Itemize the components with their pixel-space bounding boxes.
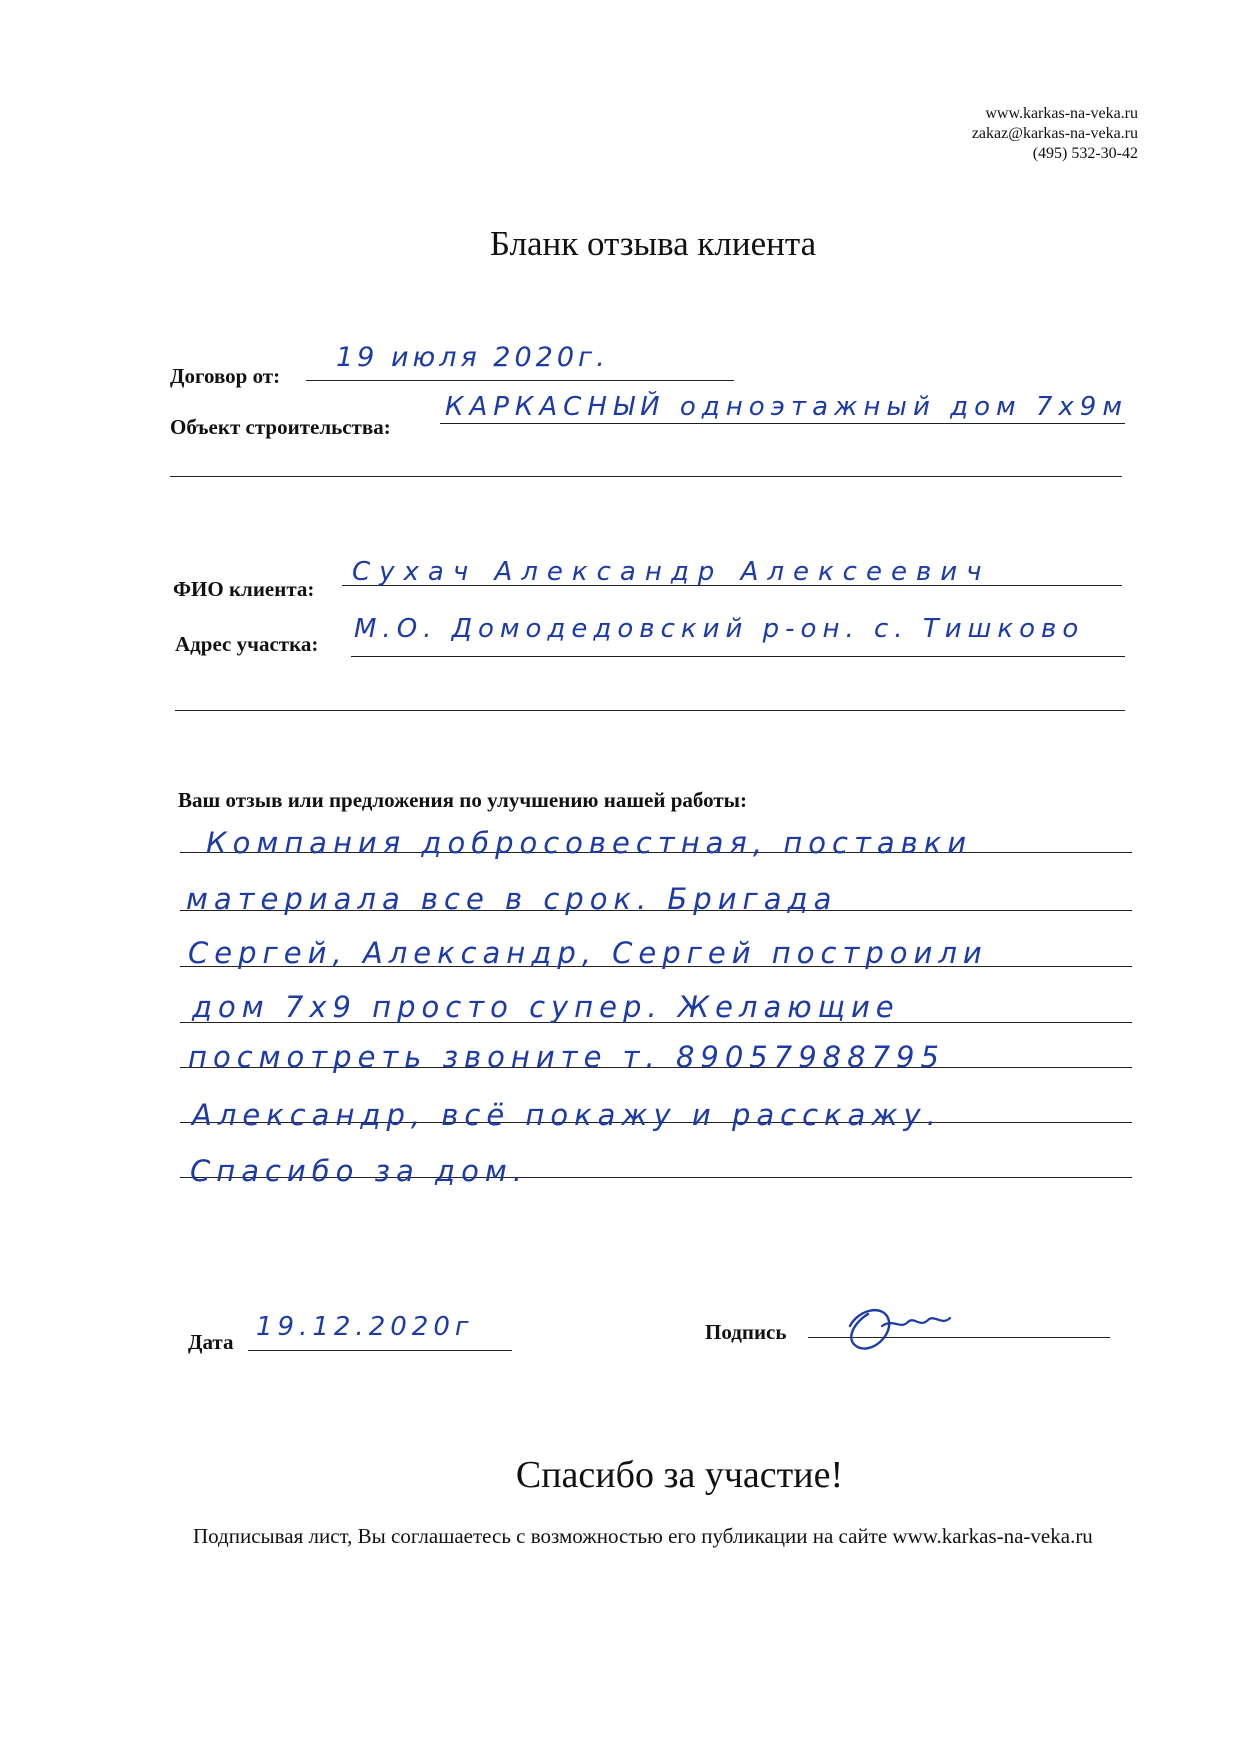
feedback-text-line: Компания добросовестная, поставки bbox=[206, 826, 973, 860]
phone-number: (495) 532-30-42 bbox=[1032, 145, 1138, 162]
address-line bbox=[351, 656, 1125, 657]
feedback-text-line: Сергей, Александр, Сергей построили bbox=[188, 936, 988, 970]
feedback-label: Ваш отзыв или предложения по улучшению нашей работы: bbox=[178, 788, 748, 812]
feedback-text-line: Спасибо за дом. bbox=[190, 1154, 528, 1188]
contract-line bbox=[306, 380, 734, 381]
client-label: ФИО клиента: bbox=[173, 577, 315, 601]
feedback-text-line: Александр, всё покажу и расскажу. bbox=[192, 1098, 942, 1132]
date-line bbox=[248, 1350, 512, 1351]
object-value: КАРКАСНЫЙ одноэтажный дом 7х9м bbox=[445, 392, 1128, 422]
form-title: Бланк отзыва клиента bbox=[489, 224, 817, 263]
address-label: Адрес участка: bbox=[175, 632, 319, 656]
email-link[interactable]: zakaz@karkas-na-veka.ru bbox=[971, 125, 1138, 142]
object-label: Объект строительства: bbox=[170, 415, 391, 439]
signature-label: Подпись bbox=[705, 1320, 787, 1344]
contact-block bbox=[972, 104, 1138, 164]
feedback-text-line: дом 7х9 просто супер. Желающие bbox=[192, 990, 900, 1024]
feedback-text-line: посмотреть звоните т. 89057988795 bbox=[188, 1040, 945, 1074]
contract-label: Договор от: bbox=[170, 364, 281, 388]
object-line-2 bbox=[170, 476, 1122, 477]
object-line bbox=[440, 423, 1125, 424]
consent-note: Подписывая лист, Вы соглашаетесь с возможностью его публикации на сайте www.karkas-na-veka.ru bbox=[193, 1524, 1093, 1548]
thanks-message: Спасибо за участие! bbox=[515, 1454, 844, 1496]
website-link[interactable]: www.karkas-na-veka.ru bbox=[985, 105, 1138, 122]
contract-value: 19 июля 2020г. bbox=[336, 342, 609, 373]
feedback-text-line: материала все в срок. Бригада bbox=[186, 882, 838, 916]
address-line-2 bbox=[175, 710, 1125, 711]
date-value: 19.12.2020г bbox=[256, 1312, 474, 1342]
signature-mark bbox=[838, 1296, 958, 1358]
client-value: Сухач Александр Алексеевич bbox=[352, 557, 991, 587]
address-value: М.О. Домодедовский р-он. с. Тишково bbox=[354, 614, 1085, 644]
date-label: Дата bbox=[188, 1330, 234, 1354]
